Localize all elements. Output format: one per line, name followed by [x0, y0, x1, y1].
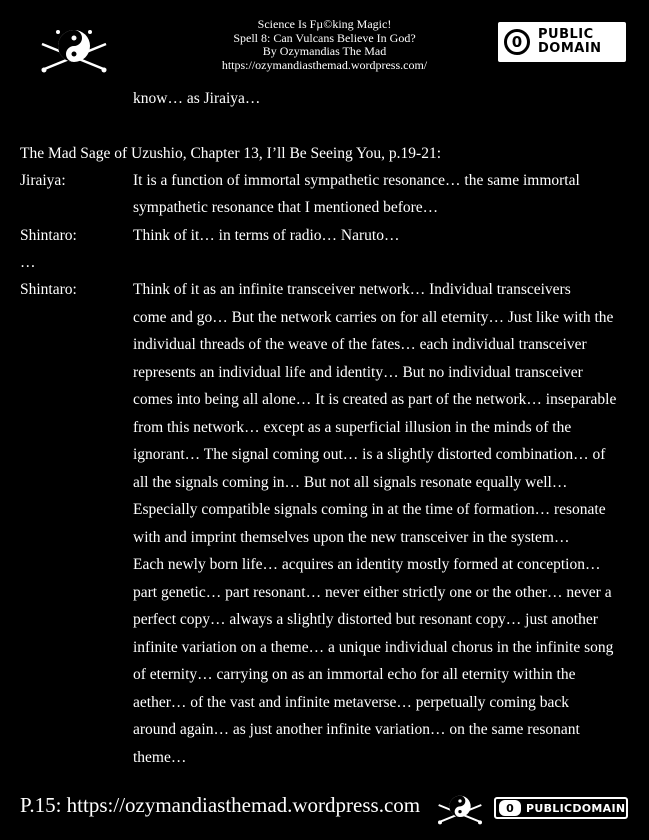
footer-public-domain-badge — [494, 797, 628, 819]
dialogue-line: with and imprint themselves upon the new transceiver in the system… — [133, 528, 570, 546]
yin-yang-crossed-swords-icon — [436, 792, 484, 826]
dialogue-line: from this network… except as a superficial illusion in the minds of the — [133, 418, 572, 436]
dialogue-line: of eternity… carrying on as an immortal echo for all eternity within the — [133, 666, 576, 683]
dialogue-line: Think of it as an infinite transceiver network… Individual transceivers — [133, 281, 571, 298]
source-citation: The Mad Sage of Uzushio, Chapter 13, I’ll Be Seeing You, p.19-21: — [20, 145, 442, 162]
yin-yang-crossed-swords-icon — [38, 26, 110, 74]
dialogue-line: perfect copy… always a slightly distorted but resonant copy… just another — [133, 611, 598, 628]
dialogue-line: all the signals coming in… But not all signals resonate equally well… — [133, 473, 568, 491]
dialogue-line: comes into being all alone… It is created as part of the network… inseparable — [133, 391, 617, 408]
header-subtitle: Spell 8: Can Vulcans Believe In God? — [233, 30, 416, 45]
speaker-shintaro: Shintaro: — [20, 227, 77, 244]
dialogue-line: sympathetic resonance that I mentioned before… — [133, 199, 439, 216]
header-author: By Ozymandias The Mad — [262, 44, 387, 58]
footer-badge-text: PUBLICDOMAIN — [526, 801, 626, 815]
header-title: Science Is Fµ©king Magic! — [257, 17, 392, 31]
dialogue-line: come and go… But the network carries on for all eternity… Just like with the — [133, 308, 614, 326]
dialogue-line: part genetic… part resonant… never either strictly one or the other… never a — [133, 583, 612, 601]
dialogue-line: It is a function of immortal sympathetic resonance… the same immortal — [133, 172, 580, 189]
intro-line: know… as Jiraiya… — [133, 90, 261, 107]
dialogue-line: infinite variation on a theme… a unique individual chorus in the infinite song — [133, 638, 614, 656]
dialogue-line: individual threads of the weave of the fates… each individual transceiver — [133, 336, 587, 353]
dialogue-line: around again… as just another infinite variation… on the same resonant — [133, 721, 580, 738]
speaker-shintaro: Shintaro: — [20, 281, 77, 298]
badge-line-domain: DOMAIN — [538, 41, 602, 56]
public-domain-badge — [498, 22, 626, 62]
speaker-jiraiya: Jiraiya: — [20, 172, 66, 189]
dialogue-line: theme… — [133, 748, 187, 766]
dialogue-line: ignorant… The signal coming out… is a slightly distorted combination… of — [133, 446, 606, 463]
badge-line-public: PUBLIC — [538, 27, 594, 42]
dialogue-line: represents an individual life and identity… But no individual transceiver — [133, 363, 583, 381]
dialogue-line: Especially compatible signals coming in at the time of formation… resonate — [133, 501, 606, 518]
zero-circle-icon: 0 — [504, 29, 530, 55]
ellipsis-separator: … — [20, 254, 36, 271]
header-url: https://ozymandiasthemad.wordpress.com/ — [221, 57, 428, 72]
dialogue-line: aether… of the vast and infinite metaverse… perpetually coming back — [133, 693, 569, 711]
footer-page-url: P.15: https://ozymandiasthemad.wordpress.com — [20, 793, 421, 817]
dialogue-line: Think of it… in terms of radio… Naruto… — [133, 227, 400, 244]
dialogue-line: Each newly born life… acquires an identity mostly formed at conception… — [133, 556, 601, 573]
zero-circle-icon: 0 — [499, 800, 521, 816]
